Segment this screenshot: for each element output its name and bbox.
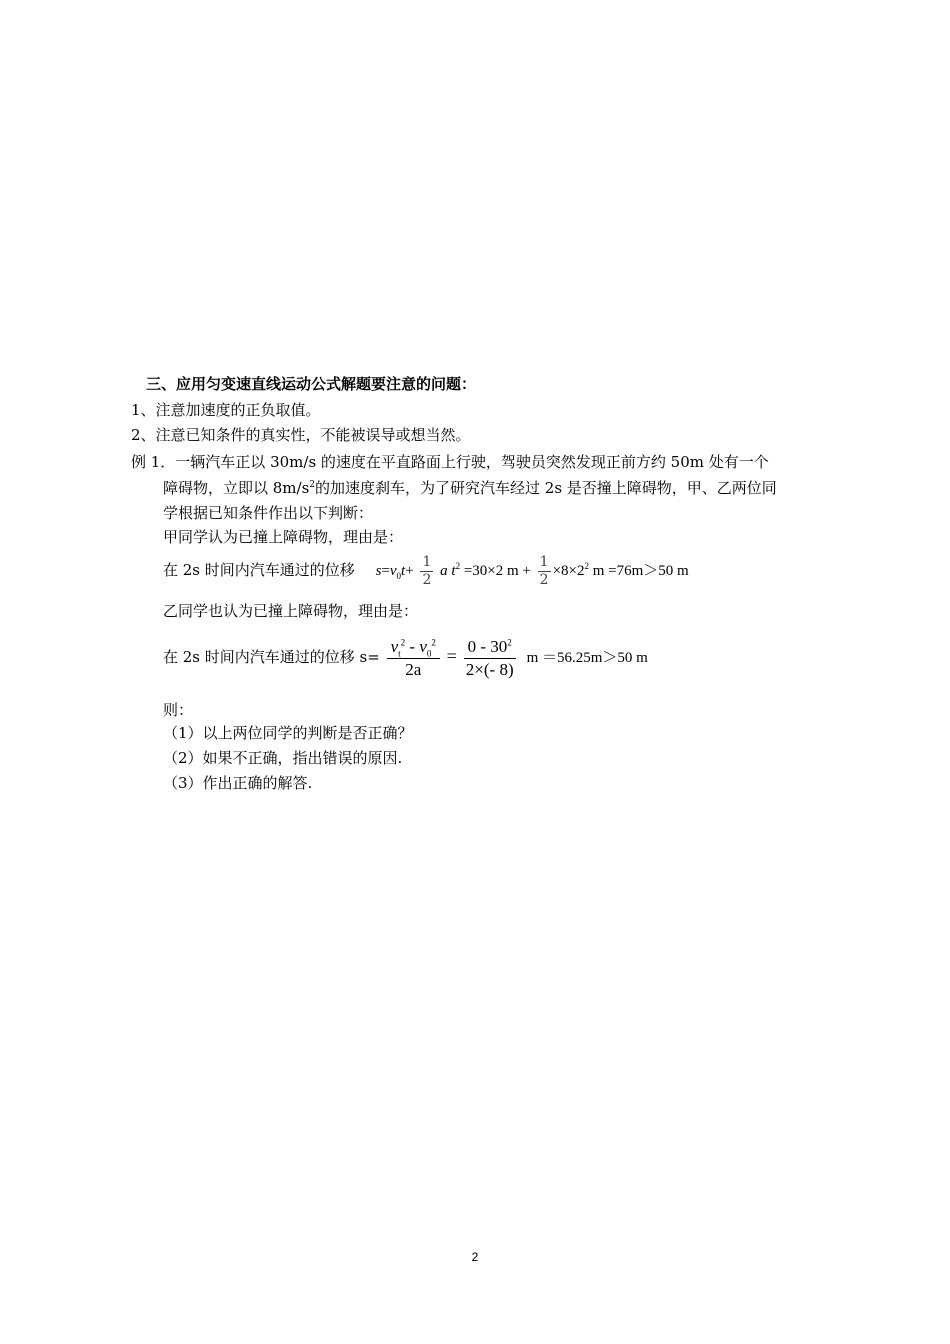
numeric-fraction: $\frac{0 - 30^2}{2\times(- 8)}$ — [464, 636, 516, 681]
half-fraction: $\frac{1}{2}$ — [422, 553, 432, 588]
question-2: （2）如果不正确，指出错误的原因. — [163, 749, 403, 767]
point-2: 2、注意已知条件的真实性，不能被误导或想当然。 — [131, 426, 471, 444]
example-line-1: 例 1．一辆汽车正以 30m/s 的速度在平直路面上行驶，驾驶员突然发现正前方约 50m 处有一个 — [131, 453, 769, 471]
question-1: （1）以上两位同学的判断是否正确？ — [163, 724, 413, 742]
page-number: 2 — [471, 1250, 479, 1264]
jia-intro: 甲同学认为已撞上障碍物，理由是： — [163, 528, 404, 546]
question-intro: 则： — [163, 701, 194, 719]
kinematics-fraction: $\frac{v_t^2 - v_0^2}{2a}$ — [387, 636, 440, 681]
question-3: （3）作出正确的解答. — [163, 774, 313, 792]
point-1: 1、注意加速度的正负取值。 — [131, 401, 321, 419]
yi-formula: 在 2s 时间内汽车通过的位移 s= $\frac{v_t^2 - v_0^2}{2a}$ = $\frac{0 - 30^2}{2\times(- 8)}$ m ＝56.25m＞50 m — [163, 636, 648, 679]
jia-formula: 在 2s 时间内汽车通过的位移 $s=v_0t+$ $\frac{1}{2}$ a $t^2 =30\times 2$ m + $\frac{1}{2}$ $\times 8\times 2^2$ m =76m＞50 m — [163, 553, 689, 588]
example-line-2: 障碍物，立即以 $8m/s^2$的加速度刹车，为了研究汽车经过 2s 是否撞上障碍物，甲、乙两位同 — [163, 479, 777, 497]
example-line-3: 学根据已知条件作出以下判断： — [163, 504, 374, 522]
half-fraction-2: $\frac{1}{2}$ — [539, 553, 549, 588]
yi-intro: 乙同学也认为已撞上障碍物，理由是： — [163, 602, 419, 620]
section-heading: 三、应用匀变速直线运动公式解题要注意的问题： — [146, 375, 477, 393]
